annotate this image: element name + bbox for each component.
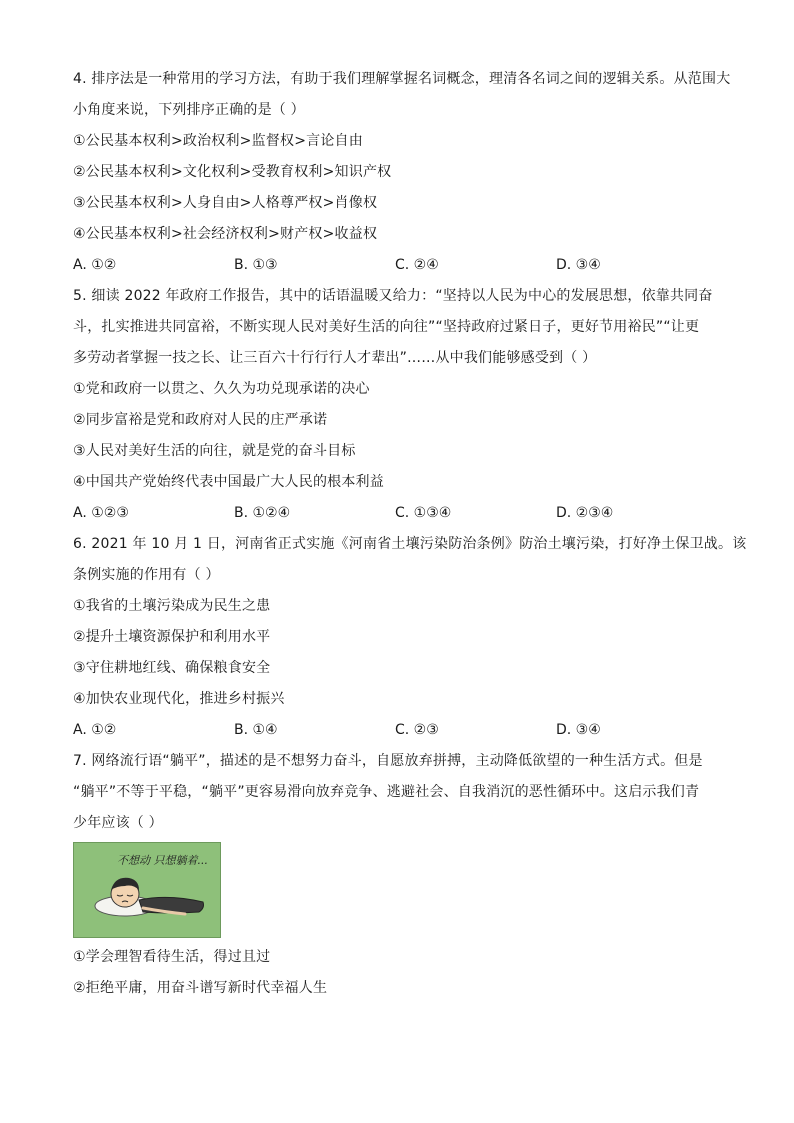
question-stem: 多劳动者掌握一技之长、让三百六十行行行人才辈出”……从中我们能够感受到（ ） [73, 350, 597, 366]
option-a: A. ①② [73, 722, 117, 738]
lying-flat-cartoon [73, 842, 221, 938]
question-stem: 小角度来说，下列排序正确的是（ ） [73, 102, 305, 118]
question-stem: 斗，扎实推进共同富裕，不断实现人民对美好生活的向往”“坚持政府过紧日子，更好节用裕民”“让更 [73, 319, 700, 335]
answer-options [73, 498, 725, 529]
statement-item: ②拒绝平庸，用奋斗谱写新时代幸福人生 [73, 980, 328, 996]
question-stem: 条例实施的作用有（ ） [73, 567, 220, 583]
question-7 [73, 746, 725, 1004]
option-a: A. ①②③ [73, 505, 129, 521]
body-shape [139, 897, 204, 913]
answer-options [73, 250, 725, 281]
option-d: D. ②③④ [556, 505, 614, 521]
question-4 [73, 64, 731, 281]
statement-item: ④中国共产党始终代表中国最广大人民的根本利益 [73, 474, 384, 490]
question-stem: 7. 网络流行语“躺平”，描述的是不想努力奋斗，自愿放弃拼搏，主动降低欲望的一种生活方式。但是 [73, 753, 703, 769]
statement-item: ②公民基本权利>文化权利>受教育权利>知识产权 [73, 164, 392, 180]
option-d: D. ③④ [556, 722, 601, 738]
question-stem: “躺平”不等于平稳，“躺平”更容易滑向放弃竞争、逃避社会、自我消沉的恶性循环中。这启示我们青 [73, 784, 700, 800]
question-stem: 5. 细读 2022 年政府工作报告，其中的话语温暖又给力：“坚持以人民为中心的发展思想，依靠共同奋 [73, 288, 713, 304]
statement-item: ④加快农业现代化，推进乡村振兴 [73, 691, 285, 707]
statement-item: ①学会理智看待生活，得过且过 [73, 949, 271, 965]
statement-item: ①我省的土壤污染成为民生之患 [73, 598, 271, 614]
option-b: B. ①②④ [234, 505, 291, 521]
question-stem: 少年应该（ ） [73, 815, 163, 831]
statement-item: ②同步富裕是党和政府对人民的庄严承诺 [73, 412, 328, 428]
statement-item: ③公民基本权利>人身自由>人格尊严权>肖像权 [73, 195, 378, 211]
option-d: D. ③④ [556, 257, 601, 273]
statement-item: ②提升土壤资源保护和利用水平 [73, 629, 271, 645]
option-c: C. ①③④ [395, 505, 452, 521]
question-5 [73, 281, 725, 529]
option-b: B. ①④ [234, 722, 278, 738]
option-c: C. ②④ [395, 257, 439, 273]
question-6 [73, 529, 747, 746]
statement-item: ①党和政府一以贯之、久久为功兑现承诺的决心 [73, 381, 370, 397]
option-c: C. ②③ [395, 722, 439, 738]
cartoon-caption: 不想动 只想躺着... [117, 854, 208, 867]
exam-page [73, 64, 747, 1004]
statement-item: ④公民基本权利>社会经济权利>财产权>收益权 [73, 226, 378, 242]
statement-item: ③人民对美好生活的向往，就是党的奋斗目标 [73, 443, 356, 459]
option-b: B. ①③ [234, 257, 278, 273]
question-stem: 6. 2021 年 10 月 1 日，河南省正式实施《河南省土壤污染防治条例》防治土壤污染，打好净土保卫战。该 [73, 536, 747, 552]
statement-item: ③守住耕地红线、确保粮食安全 [73, 660, 271, 676]
statement-item: ①公民基本权利>政治权利>监督权>言论自由 [73, 133, 363, 149]
question-stem: 4. 排序法是一种常用的学习方法，有助于我们理解掌握名词概念，理清各名词之间的逻辑关系。从范围大 [73, 71, 731, 87]
option-a: A. ①② [73, 257, 117, 273]
answer-options [73, 715, 725, 746]
